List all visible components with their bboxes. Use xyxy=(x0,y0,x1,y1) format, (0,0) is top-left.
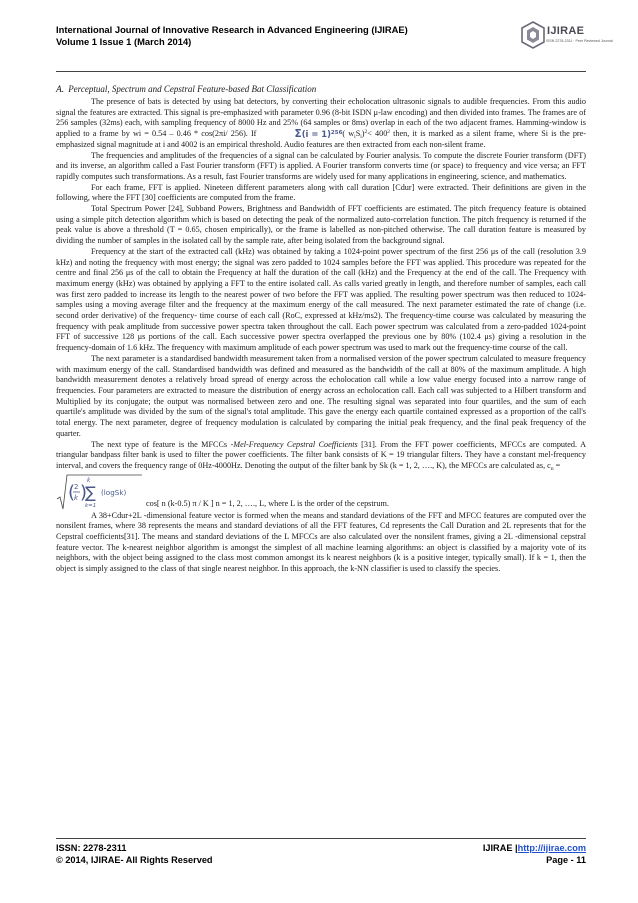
paragraph-text: The presence of bats is detected by using bat detectors, by converting their echolocation ultrasonic signals to audible frequencies. From this audio signal the features are extracted. This signal is pre-emphasized with parameter 0.96 (8-bit ISDN μ-law encoding) and then divided into frames. The frames are of 256 samples (32ms) each, with sampling frequency of 8000 Hz and 25% (64 samples or 8ms) overlap in each of the two adjacent frames. Hamming-window is applied to a frame by wi = 0.54 – 0.46 * cos(2πi/ 256). If xyxy=(56,97,586,139)
footer-issn: ISSN: 2278-2311 xyxy=(56,843,127,853)
paragraph-text: [31]. From the FFT power coefficients, MFCCs are computed. A triangular bandpass filter bank is used to filter the power coefficients. The filter bank consists of K = 19 triangular filters. They have a constant mel-frequency interval, and covers the frequency range of 0Hz-4000Hz. Denoting the output of the filter bank by Sk (k = 1, 2, …., K), the MFCCs are calculated as, c xyxy=(56,439,586,470)
section-heading xyxy=(56,83,586,96)
sum-formula: Σ(i = 1)$^{256}$ xyxy=(294,128,343,141)
paragraph-3: For each frame, FFT is applied. Nineteen different parameters along with call duration [Cdur] were extracted. Their definitions are given in the following, where the FFT [30] coefficients are computed from the frame. xyxy=(56,182,586,203)
formula-index: (i = 1) xyxy=(301,129,331,140)
paragraph-1 xyxy=(56,97,586,151)
footer-left xyxy=(56,842,213,866)
formula-continuation: cos[ n (k-0.5) π / K ] n = 1, 2, …., L, where L is the order of the cepstrum. xyxy=(146,498,389,508)
formula-text: ( w xyxy=(342,129,355,139)
paragraph-text: = xyxy=(553,460,561,470)
paren-right: ) xyxy=(80,481,88,503)
sum-lower-limit: k=1 xyxy=(85,502,97,509)
logo-subtitle: ISSN 2278-2311 · Peer Reviewed Journal xyxy=(546,39,613,43)
log-term: (logSk) xyxy=(101,487,127,497)
paragraph-4: Total Spectrum Power [24], Subband Powers, Brightness and Bandwidth of FFT coefficients are estimated. The pitch frequency feature is obtained using a simple pitch detection algorithm which is based on detecting the peak of the normalized auto-correlation function. The pitch frequency is returned if the peak value is above a threshold (T = 0.65, chosen empirically), or the frame is labelled as non-pitched otherwise. The call duration feature is measured by dividing the number of samples in the isolated call by the sample rate, after being isolated from the background signal. xyxy=(56,204,586,246)
page-number: Page - 11 xyxy=(546,855,586,865)
journal-website-link[interactable]: http://ijirae.com xyxy=(517,843,586,853)
formula-text: S xyxy=(355,129,361,139)
logo-emblem-icon xyxy=(520,20,546,50)
journal-logo xyxy=(520,20,613,52)
sum-upper-limit: k xyxy=(87,476,91,484)
mfcc-formula xyxy=(56,473,586,511)
formula-sub: i xyxy=(360,134,362,141)
footer-journal-short: IJIRAE | xyxy=(482,843,518,853)
fraction-numerator: 2 xyxy=(74,482,79,491)
mfcc-term: Mel-Frequency Cepstral Coefficients xyxy=(233,439,358,449)
formula-sup: 2 xyxy=(387,129,391,136)
logo-text: IJIRAE xyxy=(547,25,585,37)
footer-right xyxy=(483,842,586,866)
journal-title: International Journal of Innovative Research in Advanced Engineering (IJIRAE) xyxy=(56,24,408,35)
paren-left: ( xyxy=(68,481,76,503)
footer-copyright: © 2014, IJIRAE- All Rights Reserved xyxy=(56,855,213,865)
paragraph-text: then, it is marked as a silent frame, where Si is the pre-emphasized signal magnitude at i and 4002 is an empirical threshold. Audio features are then extracted from each non-silent frame. xyxy=(56,129,587,149)
footer-journal-line xyxy=(483,842,586,854)
mfcc-formula-graphic xyxy=(56,473,144,511)
section-title: Perceptual, Spectrum and Cepstral Feature-based Bat Classification xyxy=(68,84,317,94)
paragraph-5: Frequency at the start of the extracted call (kHz) was obtained by taking a 1024-point power spectrum of the first 256 μs of the call (resolution 3.9 kHz) and noting the frequency with most energy; the signal was zero padded to 1024 samples before the FFT was applied. This procedure was repeated for the centre and final 256 μs of the call to obtain the Frequency at half the duration of the call (kHz) and the Frequency at the end of the call. The Frequency with maximum energy (kHz) was obtained by applying a FFT to the entire isolated call. As calls varied greatly in length, and therefore number of samples, each call was first zero padded to increase its length to the nearest power of two before the FFT was applied. The resulting power spectrum was then reduced to 1024-samples using a moving average filter and the frequency at the maximum energy of the call measured. The next parameter estimated the rate of change (i.e. second order derivative) of the frequency- time course of each call (RoC, expressed at kHz/ms2). The frequency-time course was calculated by measuring the frequency with peak amplitude from successive power spectra taken throughout the call. Each power spectrum was calculated from a zero-padded 1024-point FFT of successive 128 μs portions of the call. Each successive power spectra overlapped the previous one by 80% (102.4 μs) giving a resolution in the frequency-domain of 1.6 kHz. The frequency with maximum amplitude of each power spectrum was used to mark out the frequency-time course of the call. xyxy=(56,246,586,353)
page-header xyxy=(56,24,586,48)
formula-sup: 2 xyxy=(364,129,368,136)
paragraph-text: The next type of feature is the MFCCs - xyxy=(91,439,234,449)
paragraph-6: The next parameter is a standardised bandwidth measurement taken from a normalised version of the power spectrum calculated to measure frequency with maximum energy of the call. Standardised bandwidth was defined and measured as the bandwidth of the call at 80% of the maximum amplitude. A high bandwidth measurement denotes a relatively broad spread of energy across the echolocation call while a low value energy focused into a narrow range of frequencies. Four parameters are extracted to measure the distribution of energy across an echolocation call. Each call was subjected to a Hilbert transform and Multiplied by its conjugate; the output was normalised between zero and one. The resulting signal was separated into four quartiles, and the sum of each quartile's amplitude was divided by the sum of the signal's total amplitude. This gave the energy each quartile contained expressed as a proportion of the call's total energy. The next parameter, degree of frequency modulation is calculated by comparing the initial peak frequency, and the final peak frequency of the quarter. xyxy=(56,353,586,438)
formula-text: ) xyxy=(361,129,365,139)
sigma-symbol: ∑ xyxy=(85,482,96,502)
article-body xyxy=(56,83,586,575)
journal-volume: Volume 1 Issue 1 (March 2014) xyxy=(56,36,192,47)
paragraph-7 xyxy=(56,440,586,472)
formula-text: < 400 xyxy=(367,129,388,139)
header-divider xyxy=(56,71,586,72)
formula-sub: i xyxy=(354,134,356,141)
paragraph-8: A 38+Cdur+2L -dimensional feature vector is formed when the means and standard deviations of the FFT and MFCC features are computed over the nonsilent frames, where 38 represents the means and standard deviations of all the FFT features, Cd represents the Call Duration and 2L represents that for the Cepstral coefficients[31]. The means and standard deviations of the L MFCCs are also calculated over the nonsilent frames, giving a 2L -dimensional cepstral feature vector. The k-nearest neighbor algorithm is amongst the simplest of all machine learning algorithms: an object is classified by a majority vote of its neighbors, with the object being assigned to the class most common amongst its k nearest neighbors (k is a positive integer, typically small). If k = 1, then the object is simply assigned to the class of that single nearest neighbor. In this approach, the k-NN classifier is used to classify the species. xyxy=(56,510,586,574)
section-number: A. xyxy=(56,85,65,95)
formula-upper: 256 xyxy=(330,130,343,137)
fraction-denominator: k xyxy=(74,493,79,502)
formula-sub: n xyxy=(550,465,554,472)
footer-divider xyxy=(56,838,586,839)
paragraph-2: The frequencies and amplitudes of the frequencies of a signal can be calculated by Fourier analysis. To compute the discrete Fourier transform (DFT) and its inverse, an algorithm called a Fast Fourier transform (FFT) is applied. A Fourier transform converts time (or space) to frequency and vice versa; an FFT rapidly computes such transformations. As a result, fast Fourier transforms are widely used for many applications in engineering, science, and mathematics. xyxy=(56,150,586,181)
